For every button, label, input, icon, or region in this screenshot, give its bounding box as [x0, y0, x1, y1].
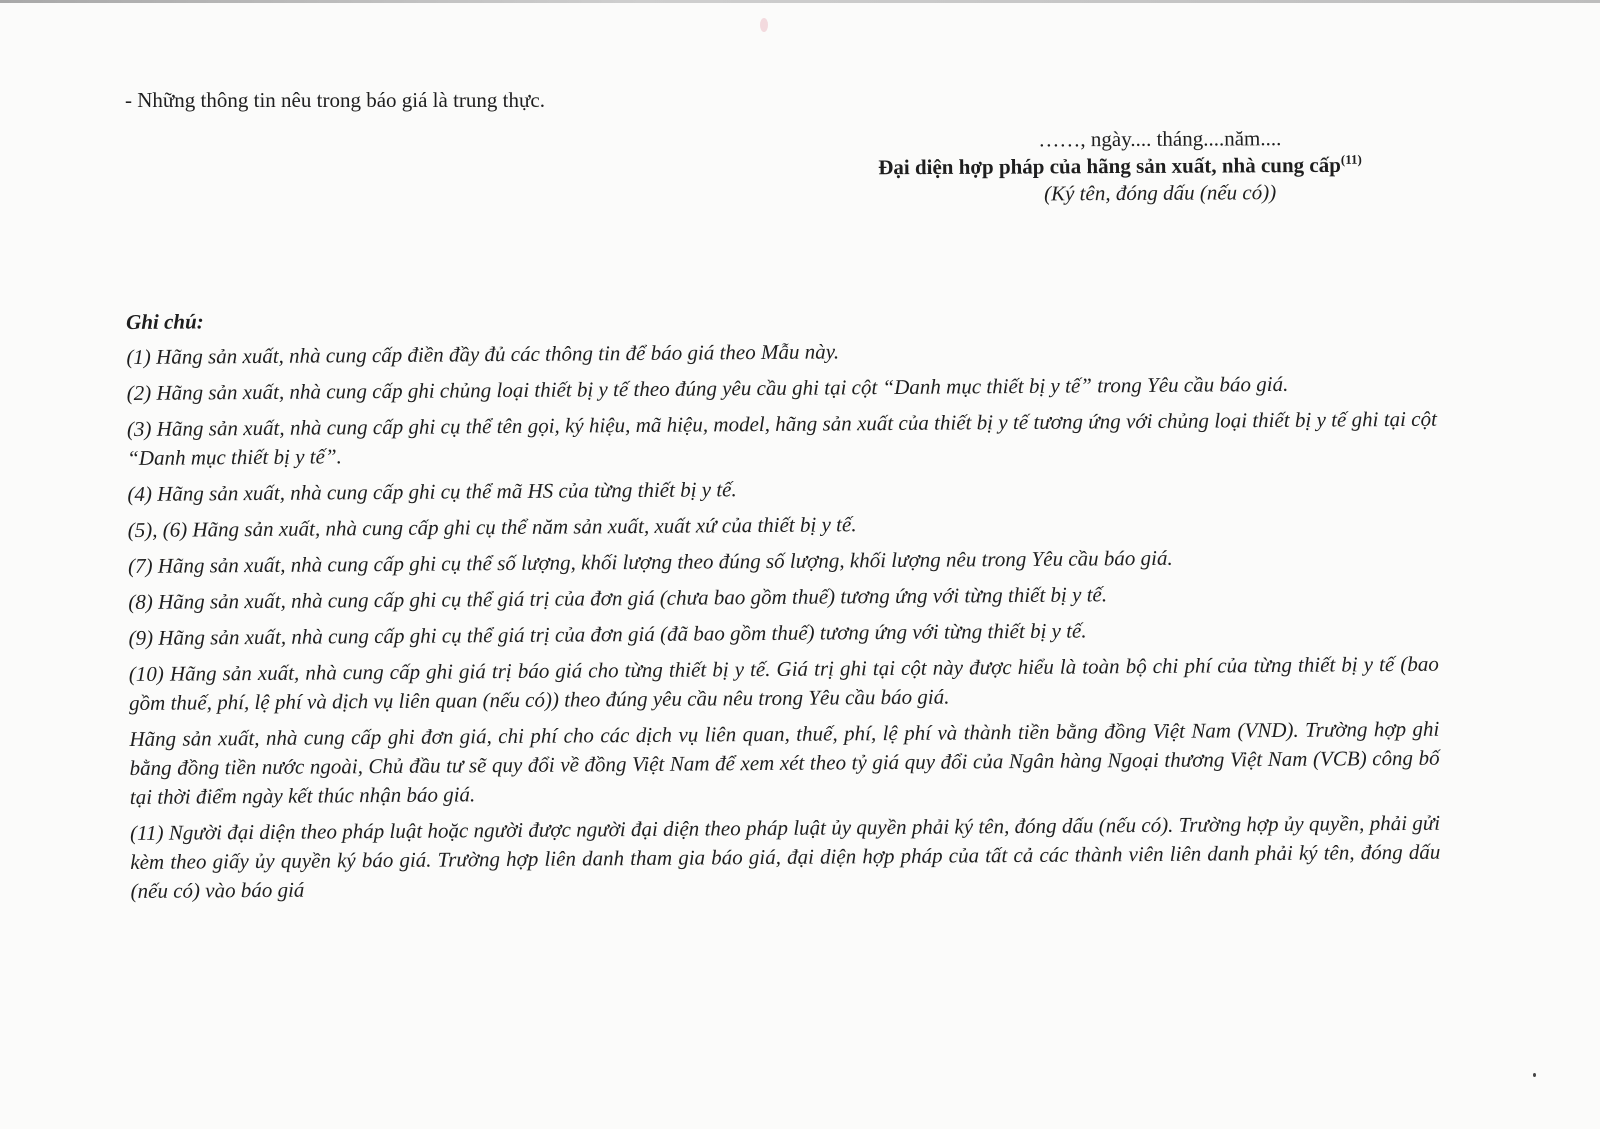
scan-top-edge: [0, 0, 1600, 3]
note-item-8: (8) Hãng sản xuất, nhà cung cấp ghi cụ thể giá trị của đơn giá (chưa bao gồm thuế) tương ứng với từng thiết bị y tế.: [128, 582, 1108, 614]
notes-heading: Ghi chú:: [126, 309, 204, 334]
note-item-3: (3) Hãng sản xuất, nhà cung cấp ghi cụ thể tên gọi, ký hiệu, mã hiệu, model, hãng sản xuất của thiết bị y tế tương ứng với chủng loại thiết bị y tế ghi tại cột “Danh mục thiết bị y tế”.: [126, 406, 1438, 470]
note-currency: Hãng sản xuất, nhà cung cấp ghi đơn giá, chi phí cho các dịch vụ liên quan, thuế, phí, lệ phí và thành tiền bằng đồng Việt Nam (VND). Trường hợp ghi bằng đồng tiền nước ngoài, Chủ đầu tư sẽ quy đổi về đồng Việt Nam để xem xét theo tỷ giá quy đổi của Ngân hàng Ngoại thương Việt Nam (VCB) công bố tại thời điểm ngày kết thúc nhận báo giá.: [129, 716, 1440, 809]
scan-speck: [1533, 1073, 1536, 1077]
note-item-9: (9) Hãng sản xuất, nhà cung cấp ghi cụ thể giá trị của đơn giá (đã bao gồm thuế) tương ứng với từng thiết bị y tế.: [128, 618, 1087, 650]
note-item-2: (2) Hãng sản xuất, nhà cung cấp ghi chủng loại thiết bị y tế theo đúng yêu cầu ghi tại cột “Danh mục thiết bị y tế” trong Yêu cầu báo giá.: [126, 371, 1289, 405]
note-item-10: (10) Hãng sản xuất, nhà cung cấp ghi giá trị báo giá cho từng thiết bị y tế. Giá trị ghi tại cột này được hiểu là toàn bộ chi phí của từng thiết bị y tế (bao gồm thuế, phí, lệ phí và dịch vụ liên quan (nếu có)) theo đúng yêu cầu nêu trong Yêu cầu báo giá.: [128, 651, 1439, 715]
declaration-text: - Những thông tin nêu trong báo giá là trung thực.: [125, 88, 545, 112]
note-item-4: (4) Hãng sản xuất, nhà cung cấp ghi cụ thể mã HS của từng thiết bị y tế.: [127, 477, 737, 506]
note-item-5-6: (5), (6) Hãng sản xuất, nhà cung cấp ghi cụ thể năm sản xuất, xuất xứ của thiết bị y tế.: [127, 512, 857, 542]
signature-title-text: Đại diện hợp pháp của hãng sản xuất, nhà cung cấp: [878, 152, 1341, 180]
notes-section: [126, 298, 1441, 913]
note-item-11: (11) Người đại diện theo pháp luật hoặc người được người đại diện theo pháp luật ủy quyền phải ký tên, đóng dấu (nếu có). Trường hợp ủy quyền, phải gửi kèm theo giấy ủy quyền ký báo giá. Trường hợp liên danh tham gia báo giá, đại diện hợp pháp của tất cả các thành viên liên danh phải ký tên, đóng dấu (nếu có) vào báo giá: [130, 810, 1441, 903]
signature-title-ref: (11): [1340, 151, 1362, 167]
signature-date-line: ……, ngày.... tháng....năm....: [1038, 126, 1282, 152]
signature-title: [820, 151, 1420, 181]
signature-block: [820, 124, 1420, 208]
note-item-7: (7) Hãng sản xuất, nhà cung cấp ghi cụ thể số lượng, khối lượng theo đúng số lượng, khối lượng nêu trong Yêu cầu báo giá.: [127, 545, 1173, 578]
scan-mark: [760, 18, 768, 32]
signature-subtitle: (Ký tên, đóng dấu (nếu có)): [1044, 180, 1277, 206]
note-item-1: (1) Hãng sản xuất, nhà cung cấp điền đầy đủ các thông tin để báo giá theo Mẫu này.: [126, 339, 840, 369]
